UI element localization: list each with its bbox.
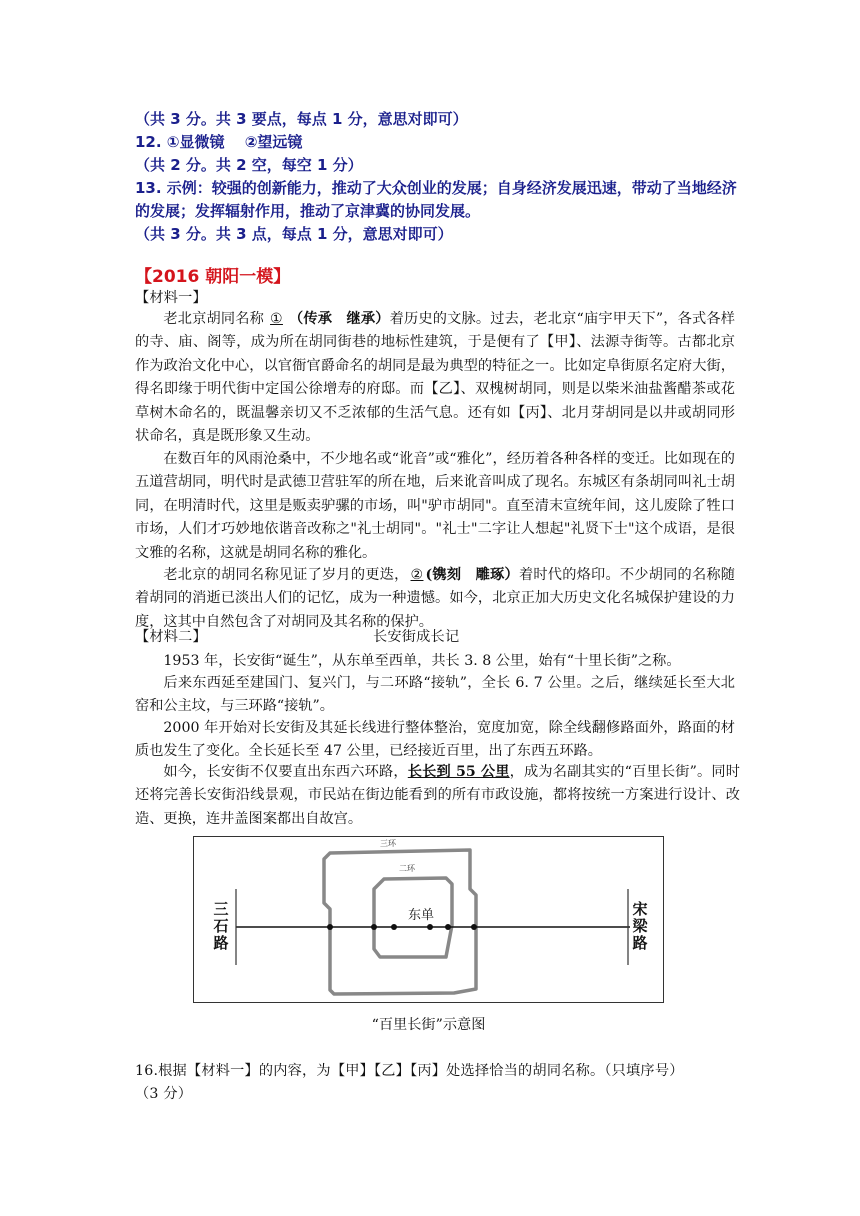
material2-paragraph-1: 1953 年，长安街“诞生”，从东单至西单，共长 3. 8 公里，始有“十里长街”之称。	[163, 653, 681, 669]
ring3-label: 三环	[380, 839, 396, 848]
junction-dot	[471, 924, 477, 930]
emphasis-length: 长长到 55 公里	[407, 764, 510, 780]
blank-2: ②	[410, 567, 424, 583]
material2-title: 长安街成长记	[373, 629, 460, 645]
text-segment: 老北京胡同名称	[163, 311, 265, 327]
material2-paragraph-2: 后来东西延至建国门、复兴门，与二环路“接轨”，全长 6. 7 公里。之后，继续延长至大北窑和公主坟，与三环路“接轨”。	[135, 675, 735, 715]
junction-dot	[327, 924, 333, 930]
junction-dot	[445, 924, 451, 930]
right-road-label: 宋 梁 路	[632, 900, 648, 952]
material1-paragraph-2: 在数百年的风雨沧桑中，不少地名或“讹音”或“雅化”，经历着各种各样的变迁。比如现在的五道营胡同，明代时是武德卫营驻军的所在地，后来讹音叫成了现名。东城区有条胡同叫礼士胡同，在明清时代，这里是贩卖驴骡的市场，叫"驴市胡同"。直至清末宣统年间，这儿废除了牲口市场，人们才巧妙地依谐音改称之"礼士胡同"。"礼士"二字让人想起"礼贤下士"这个成语，是很文雅的名称，这就是胡同名称的雅化。	[135, 451, 735, 561]
diagram-caption: “百里长街”示意图	[371, 1017, 486, 1033]
text-segment: ，成为名副其实的“百里长街”。同时还将完善长安街沿线景观，市民站在街边能看到的所有市政设施，都将按统一方案进行设计、改造、更换，连井盖图案都出自故宫。	[135, 764, 740, 827]
ring2-label: 二环	[399, 864, 415, 873]
changan-street-diagram	[193, 836, 664, 1003]
text-segment: 老北京的胡同名称见证了岁月的更迭，	[163, 567, 409, 583]
material2-heading: 【材料二】	[135, 629, 207, 645]
material1-heading: 【材料一】	[135, 290, 207, 306]
question-16: 16.根据【材料一】的内容，为【甲】【乙】【丙】处选择恰当的胡同名称。（只填序号）	[135, 1063, 684, 1079]
choice-2: (镌刻 雕琢）	[425, 567, 519, 583]
choice-1: （传承 继承）	[288, 311, 390, 327]
junction-dot	[391, 924, 397, 930]
answer-line-6: （共 3 分。共 3 点，每点 1 分，意思对即可）	[135, 225, 453, 243]
material1-paragraph-1	[135, 308, 735, 448]
question-16-score: （3 分）	[135, 1086, 193, 1102]
answer-line-1: （共 3 分。共 3 要点，每点 1 分，意思对即可）	[135, 110, 468, 128]
text-segment: 着时代的烙印。不少胡同的名称随着胡同的消逝已淡出人们的记忆，成为一种遗憾。如今，北京正加大历史文化名城保护建设的力度，这其中自然包含了对胡同及其名称的保护。	[135, 567, 735, 630]
answer-line-3: （共 2 分。共 2 空，每空 1 分）	[135, 156, 363, 174]
junction-dot	[427, 924, 433, 930]
answer-line-5: 的发展；发挥辐射作用，推动了京津冀的协同发展。	[135, 202, 481, 220]
text-segment: 着历史的文脉。过去，老北京“庙宇甲天下”，各式各样的寺、庙、阁等，成为所在胡同街巷的地标性建筑，于是便有了【甲】、法源寺街等。古都北京作为政治文化中心，以官衙官爵命名的胡同是最为典型的特征之一。比如定阜街原名定府大街，得名即缘于明代街中定国公徐增寿的府邸。而【乙】、双槐树胡同，则是以柴米油盐酱醋茶或花草树木命名的，既温馨亲切又不乏浓郁的生活气息。还有如【丙】、北月芽胡同是以井或胡同形状命名，真是既形象又生动。	[135, 311, 735, 445]
material1-paragraph-3	[135, 564, 735, 634]
left-road-label: 三 石 路	[213, 900, 229, 952]
diagram-svg	[194, 837, 663, 1002]
section-title: 【2016 朝阳一模】	[135, 267, 291, 287]
material2-paragraph-3: 2000 年开始对长安街及其延长线进行整体整治，宽度加宽，除全线翻修路面外，路面的材质也发生了变化。全长延长至 47 公里，已经接近百里，出了东西五环路。	[135, 720, 735, 760]
text-segment: 如今，长安街不仅要直出东西六环路，	[163, 764, 408, 780]
material2-paragraph-4	[135, 761, 740, 831]
blank-1: ①	[270, 311, 283, 327]
junction-dot	[371, 924, 377, 930]
answer-line-4: 13. 示例：较强的创新能力，推动了大众创业的发展；自身经济发展迅速，带动了当地经济	[135, 179, 737, 197]
dongdan-label: 东单	[408, 908, 435, 923]
answer-line-2: 12. ①显微镜 ②望远镜	[135, 133, 303, 151]
